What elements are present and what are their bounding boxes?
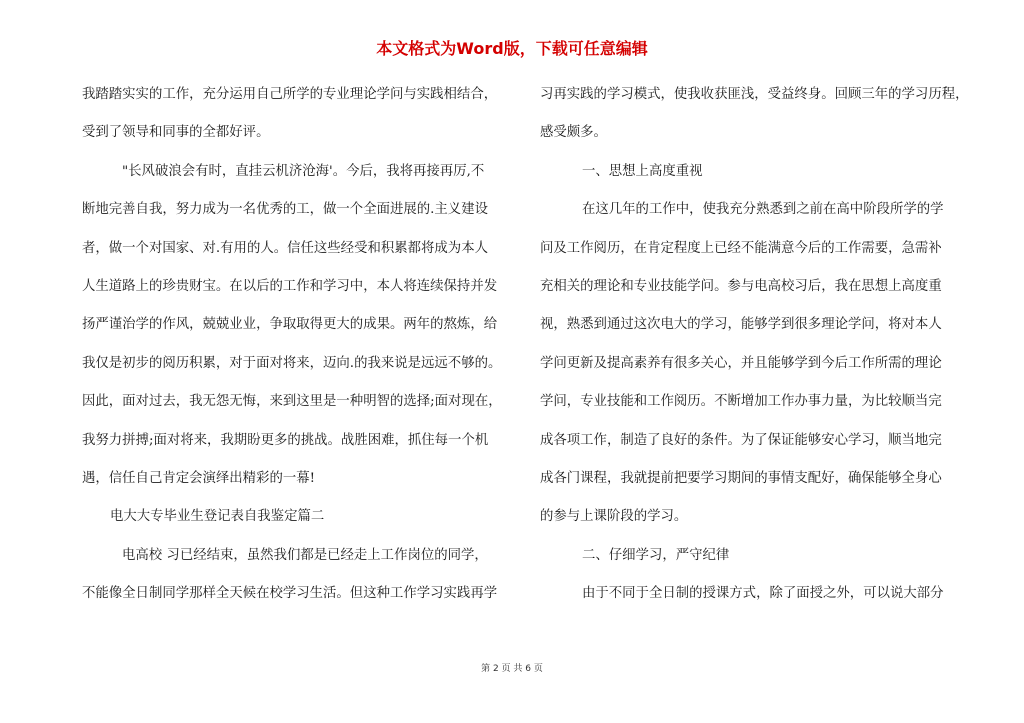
text-line: 成各门课程，我就提前把要学习期间的事情支配好，确保能够全身心 [540, 470, 942, 486]
text-line: 受到了领导和同事的全都好评。 [82, 125, 270, 141]
text-line: 因此，面对过去，我无怨无悔，来到这里是一种明智的选择;面对现在， [82, 394, 502, 410]
text-line: 的参与上课阶段的学习。 [540, 509, 688, 525]
text-line: 视，熟悉到通过这次电大的学习，能够学到很多理论学问，将对本人 [540, 317, 942, 333]
text-line: 扬严谨治学的作风，兢兢业业，争取取得更大的成果。两年的熬炼，给 [82, 317, 498, 333]
text-line: 成各项工作，制造了良好的条件。为了保证能够安心学习，顺当地完 [540, 432, 942, 448]
text-line: 我踏踏实实的工作，充分运用自己所学的专业理论学问与实践相结合， [82, 87, 498, 102]
text-line: 一、思想上高度重视 [582, 163, 703, 179]
right-column [540, 76, 972, 613]
text-line: 人生道路上的珍贵财宝。在以后的工作和学习中，本人将连续保持并发 [82, 278, 498, 294]
text-line: 感受颇多。 [540, 125, 607, 141]
text-line: 学问更新及提高素养有很多关心，并且能够学到今后工作所需的理论 [540, 355, 942, 371]
text-line: 充相关的理论和专业技能学问。参与电高校习后，我在思想上高度重 [540, 278, 942, 294]
text-line: 电高校 习已经结束，虽然我们都是已经走上工作岗位的同学， [122, 547, 488, 563]
text-line: 我仅是初步的阅历积累，对于面对将来，迈向.的我来说是远远不够的。 [82, 355, 502, 371]
text-line: 电大大专毕业生登记表自我鉴定篇二 [110, 509, 325, 525]
text-line: 在这几年的工作中，使我充分熟悉到之前在高中阶段所学的学 [582, 202, 944, 218]
page-number: 第 2 页 共 6 页 [481, 664, 543, 674]
text-line: 问及工作阅历，在肯定程度上已经不能满意今后的工作需要，急需补 [540, 240, 942, 256]
left-column [82, 76, 512, 613]
text-line: 不能像全日制同学那样全天候在校学习生活。但这种工作学习实践再学 [82, 586, 498, 602]
format-banner: 本文格式为Word版，下载可任意编辑 [376, 39, 648, 58]
text-line: 断地完善自我，努力成为一名优秀的工，做一个全面进展的.主义建设 [82, 202, 488, 218]
text-line: 由于不同于全日制的授课方式，除了面授之外，可以说大部分 [582, 586, 944, 602]
text-line: 二、仔细学习，严守纪律 [582, 547, 730, 563]
text-line: "长风破浪会有时，直挂云机济沧海'。今后，我将再接再厉,不 [122, 163, 485, 179]
text-line: 习再实践的学习模式，使我收获匪浅，受益终身。回顾三年的学习历程， [540, 87, 969, 102]
text-line: 者，做一个对国家、对.有用的人。信任这些经受和积累都将成为本人 [82, 240, 488, 256]
text-line: 学问，专业技能和工作阅历。不断增加工作办事力量，为比较顺当完 [540, 394, 942, 410]
text-line: 我努力拼搏;面对将来，我期盼更多的挑战。战胜困难，抓住每一个机 [82, 432, 489, 448]
text-line: 遇，信任自己肯定会演绎出精彩的一幕! [82, 470, 316, 486]
